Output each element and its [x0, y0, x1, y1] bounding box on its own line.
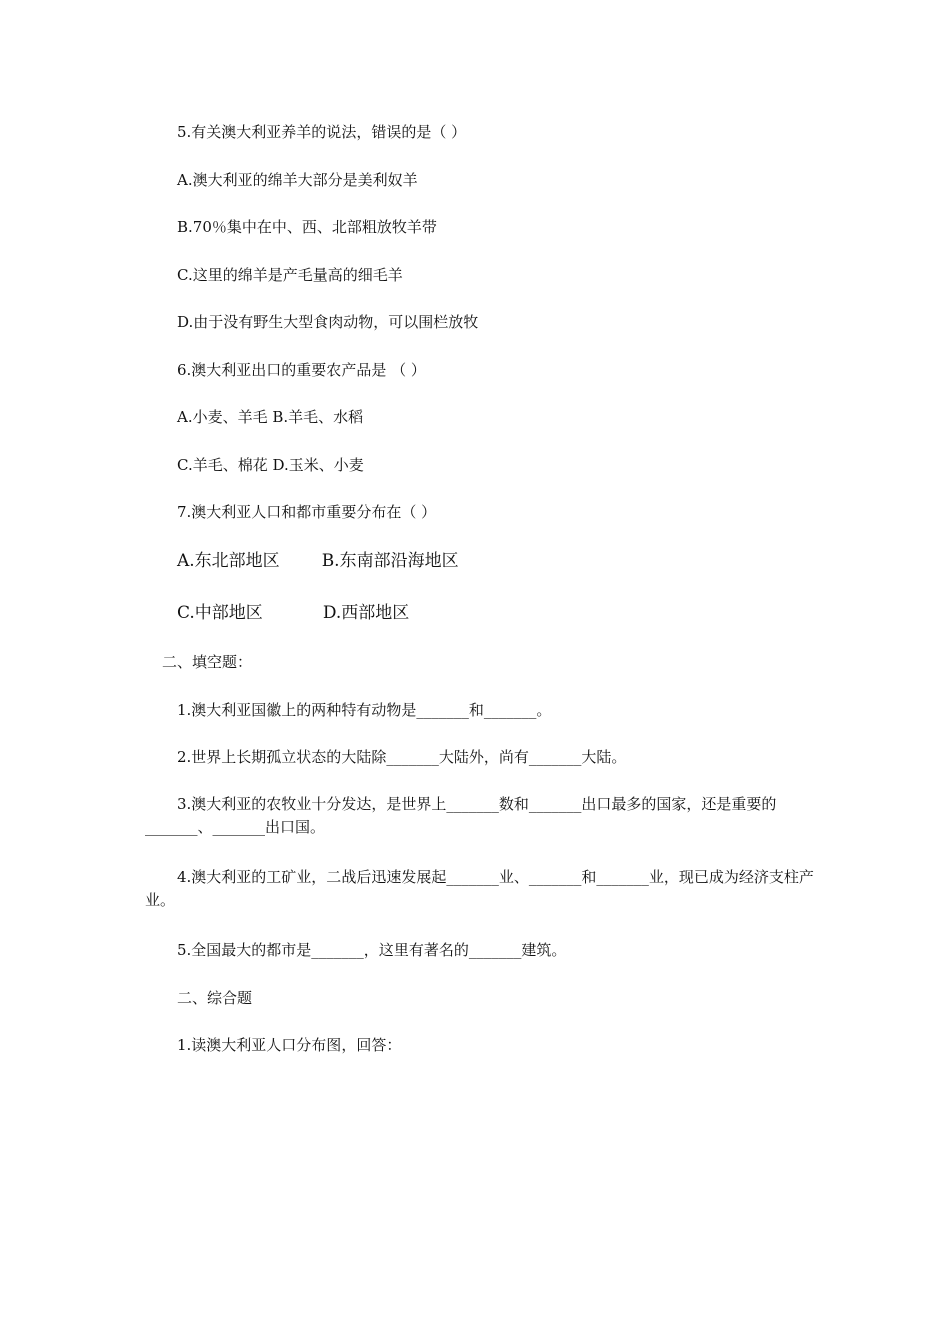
- question-5-option-c: C.这里的绵羊是产毛量高的细毛羊: [177, 266, 403, 284]
- question-6-options-cd: C.羊毛、棉花 D.玉米、小麦: [177, 456, 364, 474]
- question-7-option-b: B.东南部沿海地区: [321, 551, 459, 571]
- question-7-options-ab: [177, 551, 459, 571]
- question-5-option-a: A.澳大利亚的绵羊大部分是美利奴羊: [177, 171, 418, 189]
- fill-in-heading: 二、填空题：: [162, 653, 253, 671]
- question-5-option-b: B.70％集中在中、西、北部粗放牧羊带: [177, 218, 437, 236]
- question-6-stem: 6.澳大利亚出口的重要农产品是 （ ）: [177, 361, 426, 379]
- question-6-options-ab: A.小麦、羊毛 B.羊毛、水稻: [177, 408, 364, 426]
- comprehensive-heading: 二、综合题: [177, 989, 253, 1007]
- fill-question-4: 4.澳大利亚的工矿业，二战后迅速发展起_______业、_______和_______业，现已成为经济支柱产业。: [145, 868, 814, 909]
- question-7-option-d: D.西部地区: [322, 603, 410, 623]
- question-7-options-cd: [177, 603, 409, 623]
- fill-question-3: 3.澳大利亚的农牧业十分发达，是世界上_______数和_______出口最多的国家，还是重要的_______、_______出口国。: [145, 795, 777, 836]
- question-7-option-c: C.中部地区: [177, 603, 263, 623]
- question-5-stem: 5.有关澳大利亚养羊的说法，错误的是（ ）: [177, 123, 467, 141]
- fill-question-2: 2.世界上长期孤立状态的大陆除_______大陆外，尚有_______大陆。: [177, 748, 627, 766]
- comprehensive-question-1: 1.读澳大利亚人口分布图，回答：: [177, 1036, 402, 1054]
- fill-question-1: 1.澳大利亚国徽上的两种特有动物是_______和_______。: [177, 701, 552, 719]
- question-7-stem: 7.澳大利亚人口和都市重要分布在（ ）: [177, 503, 437, 521]
- question-7-option-a: A.东北部地区: [177, 551, 280, 571]
- question-5-option-d: D.由于没有野生大型食肉动物，可以围栏放牧: [177, 313, 479, 331]
- fill-question-5: 5.全国最大的都市是_______，这里有著名的_______建筑。: [177, 941, 567, 959]
